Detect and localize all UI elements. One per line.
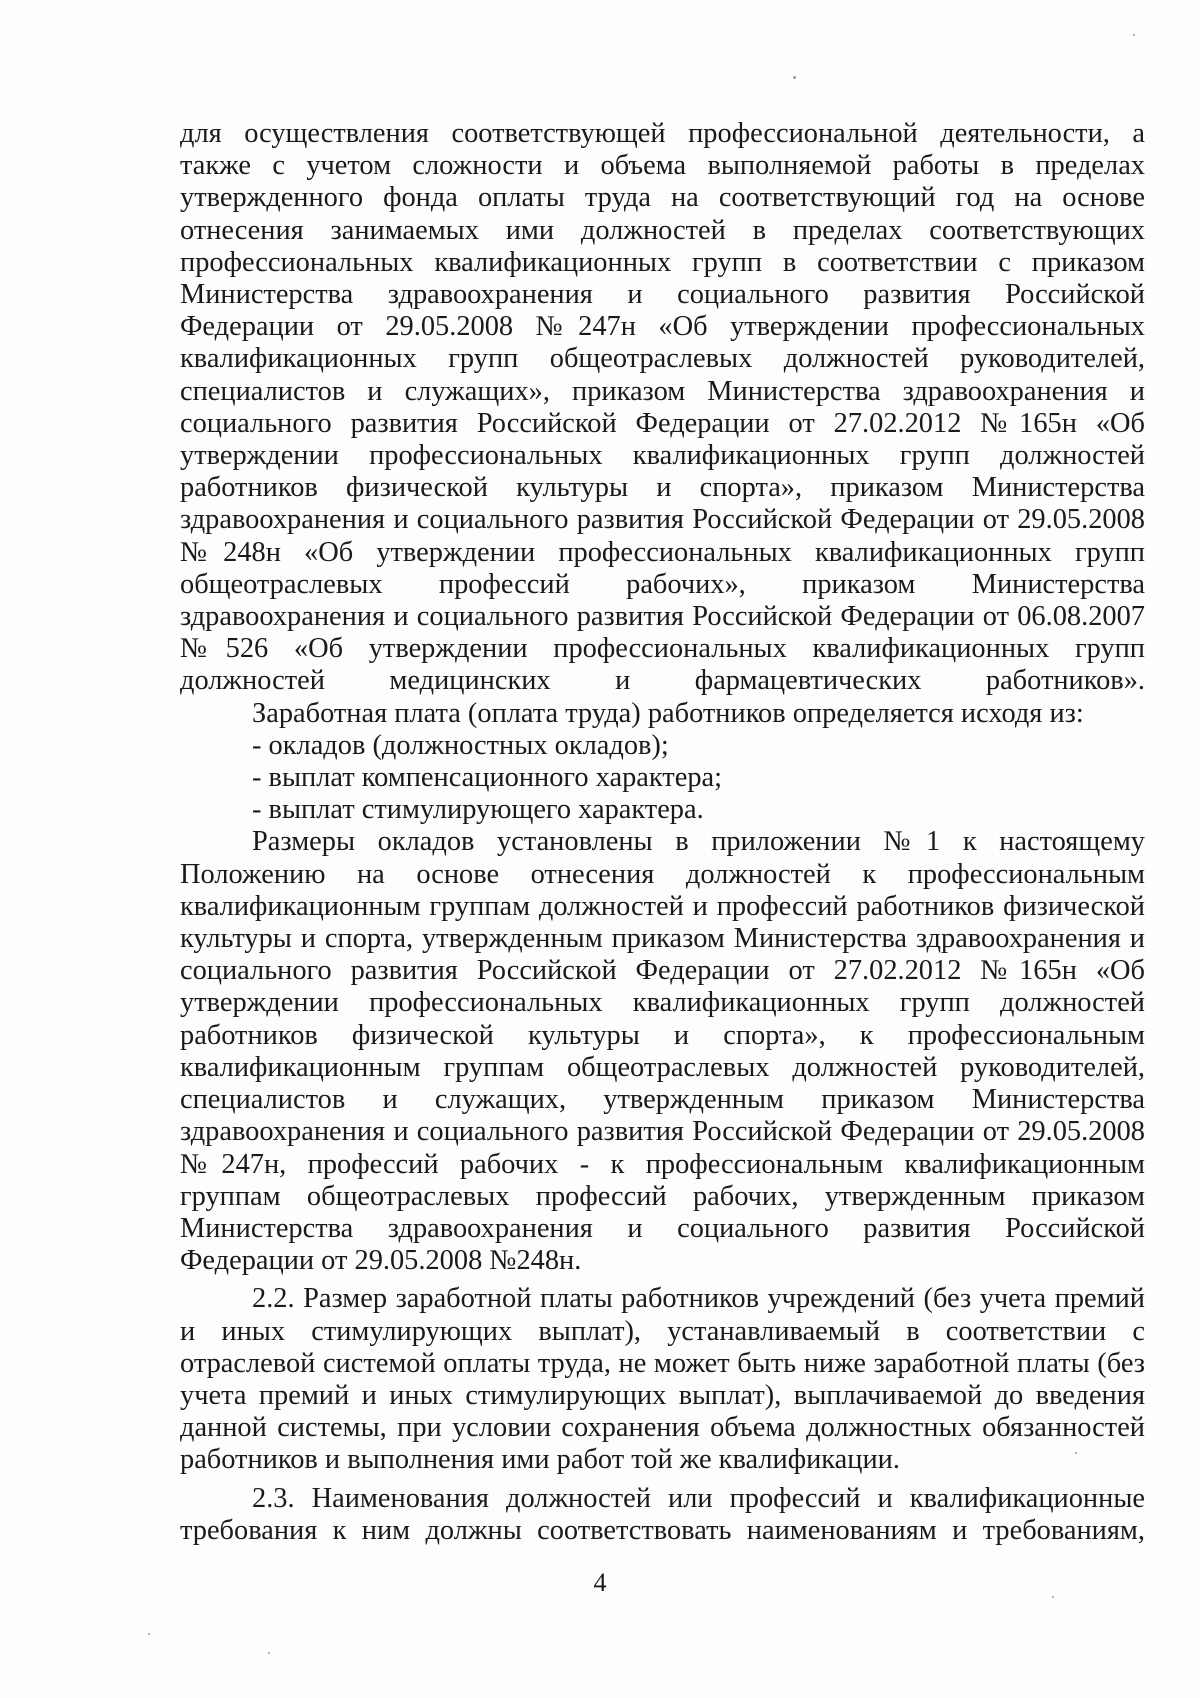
document-body (180, 118, 1145, 1547)
salary-item-salaries: - окладов (должностных окладов); (252, 729, 669, 761)
scan-speck (1133, 34, 1135, 36)
salary-intro: Заработная плата (оплата труда) работников определяется исходя из: (252, 697, 1084, 729)
intro-paragraph: для осуществления соответствующей профессиональной деятельности, а также с учетом сложности и объема выполняемой работы в пределах утвержденного фонда оплаты труда на соответствующий год на основе отнесения занимаемых ими должностей в пределах соответствующих профессиональных квалификационных групп в соответствии с приказом Министерства здравоохранения и социального развития Российской Федерации от 29.05.2008 №247н «Об утверждении профессиональных квалификационных групп общеотраслевых должностей руководителей, специалистов и служащих», приказом Министерства здравоохранения и социального развития Российской Федерации от 27.02.2012 №165н «Об утверждении профессиональных квалификационных групп должностей работников физической культуры и спорта», приказом Министерства здравоохранения и социального развития Российской Федерации от 29.05.2008 №248н «Об утверждении профессиональных квалификационных групп общеотраслевых профессий рабочих», приказом Министерства здравоохранения и социального развития Российской Федерации от 06.08.2007 №526 «Об утверждении профессиональных квалификационных групп должностей медицинских и фармацевтических работников». (180, 118, 1145, 697)
clause-2-2: 2.2. Размер заработной платы работников учреждений (без учета премий и иных стимулирующих выплат), устанавливаемый в соответствии с отраслевой системой оплаты труда, не может быть ниже заработной платы (без учета премий и иных стимулирующих выплат), выплачиваемой до введения данной системы, при условии сохранения объема должностных обязанностей работников и выполнения ими работ той же квалификации. (180, 1283, 1145, 1476)
scan-speck (1075, 1452, 1077, 1454)
salary-sizes-paragraph: Размеры окладов установлены в приложении №1 к настоящему Положению на основе отнесения должностей к профессиональным квалификационным группам должностей и профессий работников физической культуры и спорта, утвержденным приказом Министерства здравоохранения и социального развития Российской Федерации от 27.02.2012 №165н «Об утверждении профессиональных квалификационных групп должностей работников физической культуры и спорта», к профессиональным квалификационным группам общеотраслевых должностей руководителей, специалистов и служащих, утвержденным приказом Министерства здравоохранения и социального развития Российской Федерации от 29.05.2008 №247н, профессий рабочих - к профессиональным квалификационным группам общеотраслевых профессий рабочих, утвержденным приказом Министерства здравоохранения и социального развития Российской Федерации от 29.05.2008 №248н. (180, 826, 1145, 1277)
scan-speck (268, 1652, 270, 1654)
salary-item-incentive: - выплат стимулирующего характера. (252, 794, 704, 826)
scan-speck (148, 1633, 150, 1635)
salary-item-compensation: - выплат компенсационного характера; (252, 762, 722, 794)
scan-speck (1052, 1596, 1054, 1598)
scan-speck (793, 76, 796, 79)
clause-2-3: 2.3. Наименования должностей или профессий и квалификационные требования к ним должны соответствовать наименованиям и требованиям, (180, 1482, 1145, 1546)
page-number: 4 (593, 1568, 607, 1597)
